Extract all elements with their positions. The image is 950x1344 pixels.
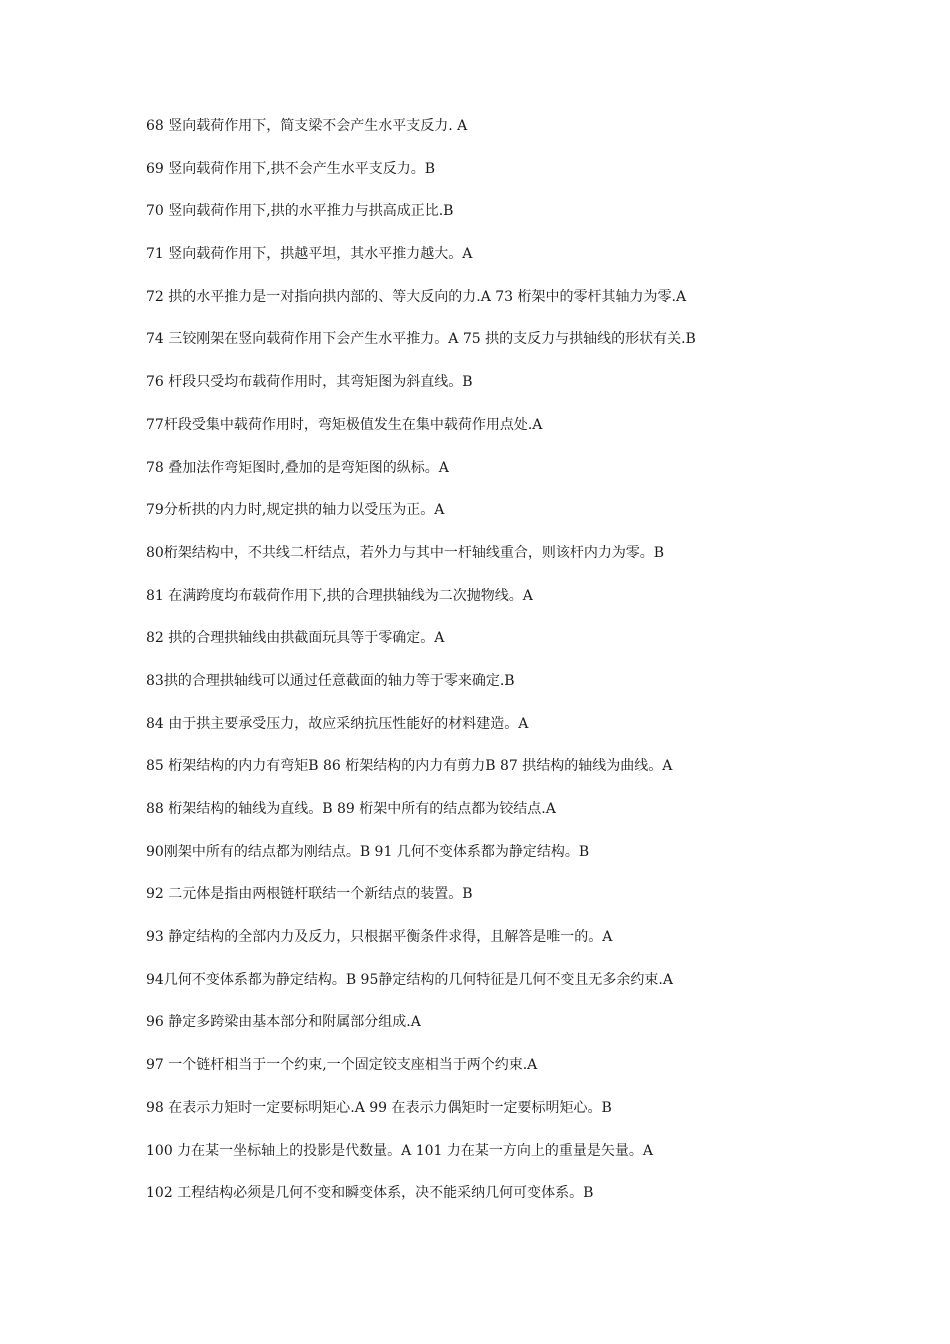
question-line: 94几何不变体系都为静定结构。B 95静定结构的几何特征是几何不变且无多余约束.A bbox=[146, 971, 673, 988]
question-line: 82 拱的合理拱轴线由拱截面玩具等于零确定。A bbox=[146, 630, 445, 647]
question-line: 96 静定多跨梁由基本部分和附属部分组成.A bbox=[146, 1014, 421, 1031]
question-line: 71 竖向载荷作用下，拱越平坦，其水平推力越大。A bbox=[146, 246, 473, 263]
question-line: 88 桁架结构的轴线为直线。B 89 桁架中所有的结点都为铰结点.A bbox=[146, 801, 556, 817]
question-line: 81 在满跨度均布载荷作用下,拱的合理拱轴线为二次抛物线。A bbox=[146, 587, 533, 604]
question-line: 93 静定结构的全部内力及反力，只根据平衡条件求得，且解答是唯一的。A bbox=[146, 929, 613, 946]
question-line: 79分析拱的内力时,规定拱的轴力以受压为正。A bbox=[146, 502, 445, 519]
question-line: 70 竖向载荷作用下,拱的水平推力与拱高成正比.B bbox=[146, 203, 454, 220]
question-line: 76 杆段只受均布载荷作用时，其弯矩图为斜直线。B bbox=[146, 374, 473, 391]
question-line: 92 二元体是指由两根链杆联结一个新结点的装置。B bbox=[146, 886, 473, 903]
question-list bbox=[146, 113, 866, 1223]
question-line: 77杆段受集中载荷作用时，弯矩极值发生在集中载荷作用点处.A bbox=[146, 416, 543, 433]
question-line: 80桁架结构中，不共线二杆结点，若外力与其中一杆轴线重合，则该杆内力为零。B bbox=[146, 544, 665, 561]
question-line: 72 拱的水平推力是一对指向拱内部的、等大反向的力.A 73 桁架中的零杆其轴力为零.A bbox=[146, 288, 687, 305]
question-line: 83拱的合理拱轴线可以通过任意截面的轴力等于零来确定.B bbox=[146, 672, 515, 689]
question-line: 78 叠加法作弯矩图时,叠加的是弯矩图的纵标。A bbox=[146, 459, 449, 476]
question-line: 74 三铰刚架在竖向载荷作用下会产生水平推力。A 75 拱的支反力与拱轴线的形状有关.B bbox=[146, 331, 696, 348]
question-line: 97 一个链杆相当于一个约束,一个固定铰支座相当于两个约束.A bbox=[146, 1057, 538, 1074]
question-line: 90刚架中所有的结点都为刚结点。B 91 几何不变体系都为静定结构。B bbox=[146, 843, 590, 860]
question-line: 100 力在某一坐标轴上的投影是代数量。A 101 力在某一方向上的重量是矢量。A bbox=[146, 1142, 654, 1159]
question-line: 69 竖向载荷作用下,拱不会产生水平支反力。B bbox=[146, 160, 436, 177]
question-line: 68 竖向载荷作用下，简支梁不会产生水平支反力. A bbox=[146, 118, 468, 134]
question-line: 84 由于拱主要承受压力，故应采纳抗压性能好的材料建造。A bbox=[146, 715, 529, 732]
question-line: 98 在表示力矩时一定要标明矩心.A 99 在表示力偶矩时一定要标明矩心。B bbox=[146, 1099, 612, 1116]
question-line: 85 桁架结构的内力有弯矩B 86 桁架结构的内力有剪力B 87 拱结构的轴线为曲线。A bbox=[146, 758, 673, 775]
question-line: 102 工程结构必须是几何不变和瞬变体系，决不能采纳几何可变体系。B bbox=[146, 1185, 594, 1202]
